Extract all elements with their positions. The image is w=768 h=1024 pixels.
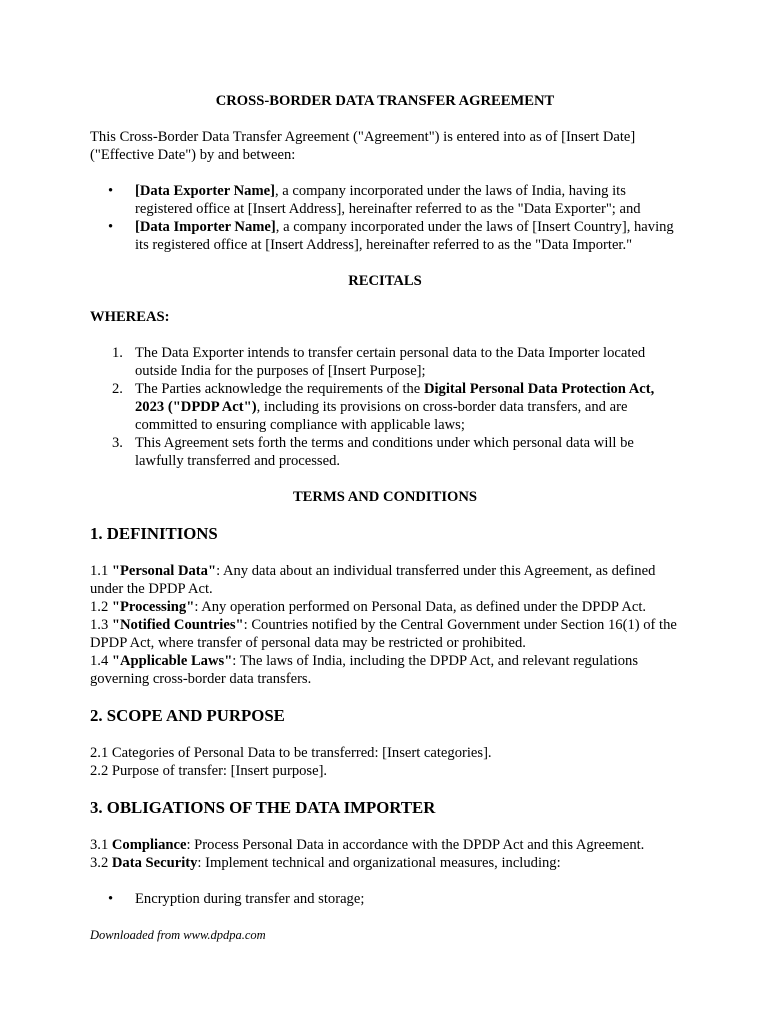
clause-text: : Any data about an individual transferred under this Agreement, as defined under the DPDP Act. bbox=[90, 563, 656, 597]
clause-1-3 bbox=[90, 616, 680, 652]
party-exporter-text: , a company incorporated under the laws of India, having its registered office at [Insert Address], hereinafter referred to as the "Data Exporter"; and bbox=[135, 183, 641, 217]
party-exporter bbox=[135, 182, 680, 218]
clause-number: 1.1 bbox=[90, 563, 112, 579]
clause-term: Data Security bbox=[111, 855, 198, 871]
recital-item bbox=[112, 434, 680, 470]
clause-number: 3.1 bbox=[90, 837, 112, 853]
recital-text: The Parties acknowledge the requirements of the bbox=[135, 381, 424, 397]
parties-list bbox=[90, 182, 680, 254]
clause-number: 1.2 bbox=[90, 599, 112, 615]
clause-text: : The laws of India, including the DPDP Act, and relevant regulations governing cross-border data transfers. bbox=[90, 653, 638, 687]
recital-text-after: , including its provisions on cross-border data transfers, and are committed to ensuring compliance with applicable laws; bbox=[135, 399, 628, 433]
section-2-clauses bbox=[90, 744, 680, 780]
clause-number: 1.3 bbox=[90, 617, 112, 633]
recitals-list bbox=[90, 344, 680, 470]
clause-term: "Applicable Laws" bbox=[111, 653, 233, 669]
recital-number: 2. bbox=[112, 381, 123, 397]
section-3-clauses bbox=[90, 836, 680, 872]
clause-1-1 bbox=[90, 562, 680, 598]
recital-number: 1. bbox=[112, 345, 123, 361]
clause-number: 1.4 bbox=[90, 653, 112, 669]
clause-2-2: 2.2 Purpose of transfer: [Insert purpose]. bbox=[90, 763, 328, 779]
clause-3-1 bbox=[90, 836, 680, 854]
clause-term: "Notified Countries" bbox=[111, 617, 244, 633]
whereas-label: WHEREAS: bbox=[90, 309, 170, 325]
security-measures-list bbox=[90, 890, 680, 908]
clause-text: : Implement technical and organizational measures, including: bbox=[197, 855, 561, 871]
clause-text: : Countries notified by the Central Government under Section 16(1) of the DPDP Act, where transfer of personal data may be restricted or prohibited. bbox=[90, 617, 677, 651]
intro-paragraph: This Cross-Border Data Transfer Agreement ("Agreement") is entered into as of [Insert Date] ("Effective Date") by and between: bbox=[90, 129, 636, 163]
clause-number: 3.2 bbox=[90, 855, 112, 871]
document-page bbox=[90, 92, 680, 926]
section-1-heading: 1. DEFINITIONS bbox=[90, 524, 218, 543]
section-2-heading: 2. SCOPE AND PURPOSE bbox=[90, 706, 285, 725]
clause-term: "Personal Data" bbox=[111, 563, 217, 579]
clause-3-2 bbox=[90, 854, 680, 872]
party-importer-text: , a company incorporated under the laws of [Insert Country], having its registered office at [Insert Address], hereinafter referred to as the "Data Importer." bbox=[135, 219, 674, 253]
recital-text: This Agreement sets forth the terms and conditions under which personal data will be lawfully transferred and processed. bbox=[135, 435, 634, 469]
recitals-heading: RECITALS bbox=[348, 273, 422, 289]
document-title: CROSS-BORDER DATA TRANSFER AGREEMENT bbox=[215, 93, 555, 109]
clause-1-2 bbox=[90, 598, 680, 616]
party-exporter-name: [Data Exporter Name] bbox=[135, 183, 275, 199]
clause-2-1: 2.1 Categories of Personal Data to be transferred: [Insert categories]. bbox=[90, 745, 492, 761]
clause-text: : Process Personal Data in accordance with the DPDP Act and this Agreement. bbox=[186, 837, 645, 853]
clause-text: : Any operation performed on Personal Data, as defined under the DPDP Act. bbox=[194, 599, 647, 615]
recital-number: 3. bbox=[112, 435, 123, 451]
recital-item bbox=[112, 380, 680, 434]
security-measure-item: • Encryption during transfer and storage; bbox=[135, 890, 680, 908]
terms-heading: TERMS AND CONDITIONS bbox=[292, 489, 478, 505]
clause-term: "Processing" bbox=[111, 599, 195, 615]
section-3-heading: 3. OBLIGATIONS OF THE DATA IMPORTER bbox=[90, 798, 436, 817]
recital-bold: Digital Personal Data Protection Act, 2023 ("DPDP Act") bbox=[135, 381, 655, 415]
recital-text: The Data Exporter intends to transfer certain personal data to the Data Importer located outside India for the purposes of [Insert Purpose]; bbox=[135, 345, 646, 379]
party-importer-name: [Data Importer Name] bbox=[135, 219, 276, 235]
clause-1-4 bbox=[90, 652, 680, 688]
recital-item bbox=[112, 344, 680, 380]
download-footer: Downloaded from www.dpdpa.com bbox=[90, 928, 266, 942]
section-1-clauses bbox=[90, 562, 680, 688]
party-importer bbox=[135, 218, 680, 254]
clause-term: Compliance bbox=[111, 837, 187, 853]
